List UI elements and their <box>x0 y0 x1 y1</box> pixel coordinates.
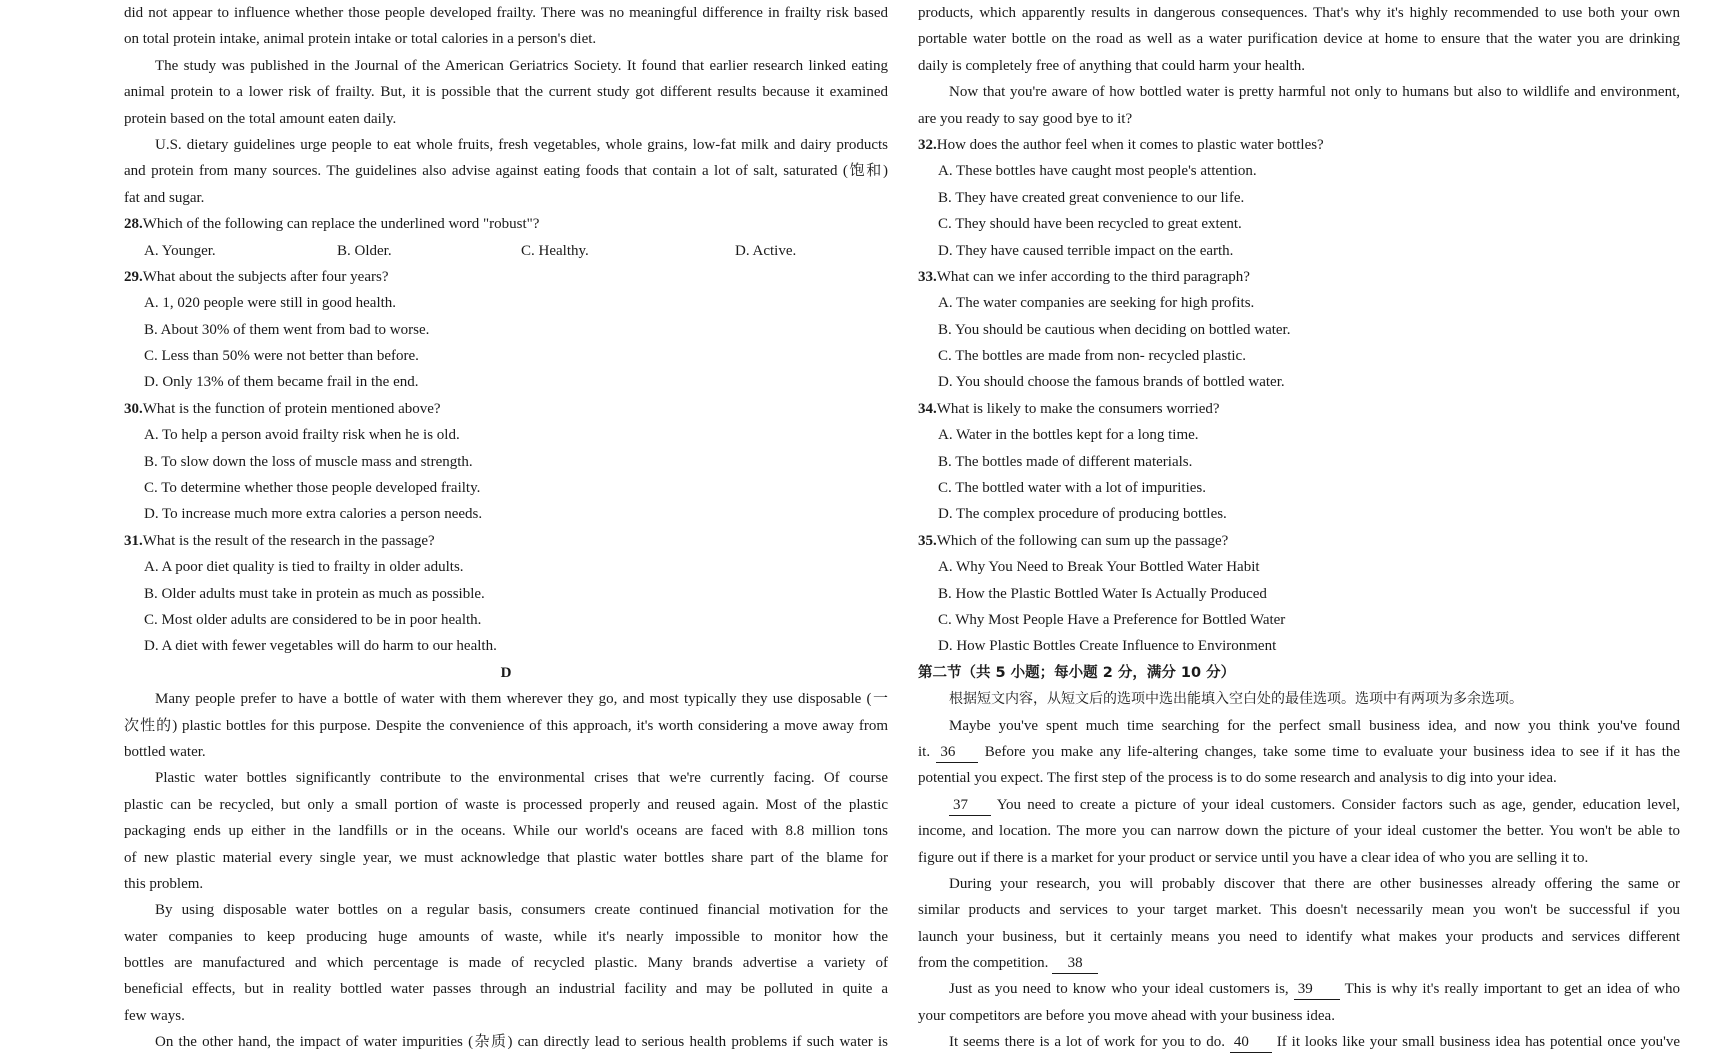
option: D. You should choose the famous brands of bottled water. <box>938 374 1285 391</box>
text-fragment: If it looks like your small business idea has potential once you've <box>1276 1034 1680 1051</box>
text-line: Many people prefer to have a bottle of water with them wherever they go, and most typically they use disposable (一 <box>155 691 888 708</box>
text-line <box>918 792 1680 818</box>
text-line: products, which apparently results in dangerous consequences. That's why it's highly recommended to use both your own <box>918 5 1680 21</box>
question-text: What about the subjects after four years? <box>142 268 389 285</box>
option: D. They have caused terrible impact on the earth. <box>938 242 1234 259</box>
question-32 <box>918 132 1680 158</box>
option: C. Less than 50% were not better than before. <box>144 348 419 365</box>
option: A. To help a person avoid frailty risk when he is old. <box>144 427 460 444</box>
text-fragment: Just as you need to know who your ideal customers is, <box>949 981 1289 998</box>
option: B. To slow down the loss of muscle mass and strength. <box>144 453 473 470</box>
question-28 <box>124 211 888 237</box>
text-line: figure out if there is a market for your product or service until you have a clear idea of who you are selling it to. <box>918 849 1589 866</box>
text-line: and protein from many sources. The guidelines also advise against eating foods that contain a lot of salt, saturated (饱和) <box>124 163 888 180</box>
option: B. About 30% of them went from bad to worse. <box>144 321 430 338</box>
option: A. These bottles have caught most people's attention. <box>938 163 1257 180</box>
text-fragment: This is why it's really important to get an idea of who <box>1344 981 1680 998</box>
text-line: portable water bottle on the road as well as a water purification device at home to ensure that the water you are drinking <box>918 31 1680 48</box>
text-line: packaging ends up either in the landfills or in the oceans. While our world's oceans are faced with 8.8 million tons <box>124 823 888 840</box>
question-30 <box>124 396 888 422</box>
question-29 <box>124 264 888 290</box>
text-line: are you ready to say good bye to it? <box>918 110 1133 127</box>
text-fragment: Before you make any life-altering changes, take some time to evaluate your business idea to see if it has the <box>984 743 1680 760</box>
text-line: Now that you're aware of how bottled water is pretty harmful not only to humans but also to wildlife and environment, <box>949 84 1680 101</box>
option: C. To determine whether those people developed frailty. <box>144 480 481 497</box>
section-2-title: 第二节（共 5 小题；每小题 2 分，满分 10 分） <box>918 664 1236 681</box>
text-line: potential you expect. The first step of the process is to do some research and analysis to dig into your idea. <box>918 770 1557 787</box>
question-number: 30. <box>124 400 143 417</box>
question-text: What is likely to make the consumers worried? <box>936 400 1220 417</box>
section-heading-d: D <box>500 664 512 681</box>
text-line: animal protein to a lower risk of frailty. But, it is possible that the current study got different results because it examined <box>124 84 888 101</box>
text-line: Maybe you've spent much time searching for the perfect small business idea, and now you think you've found <box>949 717 1680 734</box>
option: C. Most older adults are considered to be in poor health. <box>144 611 482 628</box>
blank-40: 40 <box>1230 1032 1272 1053</box>
option: A. Water in the bottles kept for a long time. <box>938 427 1199 444</box>
text-line: on total protein intake, animal protein intake or total calories in a person's diet. <box>124 31 597 48</box>
question-text: What can we infer according to the third paragraph? <box>936 268 1250 285</box>
right-column <box>918 0 1680 1056</box>
text-line: few ways. <box>124 1007 185 1024</box>
question-text: What is the function of protein mentioned above? <box>142 400 441 417</box>
option: D. A diet with fewer vegetables will do harm to our health. <box>144 638 497 655</box>
question-text: Which of the following can sum up the passage? <box>936 532 1229 549</box>
option: B. Older. <box>337 242 392 259</box>
text-line: similar products and services to your target market. This doesn't necessarily mean you won't be successful if you <box>918 902 1680 919</box>
option: B. Older adults must take in protein as much as possible. <box>144 585 485 602</box>
question-text: What is the result of the research in the passage? <box>142 532 435 549</box>
text-line: of new plastic material every single year, we must acknowledge that plastic water bottles share part of the blame for <box>124 849 888 866</box>
blank-37: 37 <box>949 795 991 816</box>
option: B. How the Plastic Bottled Water Is Actually Produced <box>938 585 1267 602</box>
option: C. Why Most People Have a Preference for Bottled Water <box>938 611 1286 628</box>
question-number: 35. <box>918 532 937 549</box>
text-line <box>918 739 1680 765</box>
question-number: 32. <box>918 136 937 153</box>
text-line: On the other hand, the impact of water impurities (杂质) can directly lead to serious health problems if such water is <box>155 1034 888 1051</box>
text-line: plastic can be recycled, but only a small portion of waste is processed properly and reused again. Most of the plastic <box>124 796 888 813</box>
question-text: Which of the following can replace the underlined word "robust"? <box>142 216 540 233</box>
option: A. Younger. <box>144 242 216 259</box>
question-number: 28. <box>124 216 143 233</box>
text-line: water companies to keep producing huge amounts of waste, while it's nearly impossible to monitor how the <box>124 928 888 945</box>
text-line: launch your business, but it certainly means you need to identify what makes your products and services different <box>918 928 1680 945</box>
option: B. You should be cautious when deciding on bottled water. <box>938 321 1291 338</box>
option: C. Healthy. <box>521 242 589 259</box>
text-fragment: from the competition. <box>918 955 1049 972</box>
option: A. The water companies are seeking for high profits. <box>938 295 1255 312</box>
text-line <box>918 950 1680 976</box>
text-line: By using disposable water bottles on a regular basis, consumers create continued financial motivation for the <box>155 902 888 919</box>
question-number: 29. <box>124 268 143 285</box>
text-line: daily is completely free of anything that could harm your health. <box>918 57 1305 74</box>
text-line: your competitors are before you move ahead with your business idea. <box>918 1007 1335 1024</box>
option: C. They should have been recycled to great extent. <box>938 216 1242 233</box>
question-number: 34. <box>918 400 937 417</box>
option: B. They have created great convenience to our life. <box>938 189 1245 206</box>
text-line <box>918 1029 1680 1055</box>
option: D. How Plastic Bottles Create Influence to Environment <box>938 638 1277 655</box>
text-line: income, and location. The more you can narrow down the picture of your ideal customer the better. You won't be able to <box>918 823 1680 840</box>
text-line: did not appear to influence whether those people developed frailty. There was no meaningful difference in frailty risk based <box>124 5 888 21</box>
option: D. The complex procedure of producing bottles. <box>938 506 1227 523</box>
text-fragment: it. <box>918 743 931 760</box>
question-35 <box>918 528 1680 554</box>
option: C. The bottled water with a lot of impurities. <box>938 480 1207 497</box>
text-line: bottled water. <box>124 743 206 760</box>
option: A. 1, 020 people were still in good health. <box>144 295 397 312</box>
text-line: During your research, you will probably discover that there are other businesses already offering the same or <box>949 875 1680 892</box>
text-line: U.S. dietary guidelines urge people to eat whole fruits, fresh vegetables, whole grains, low-fat milk and dairy products <box>155 136 888 153</box>
blank-38: 38 <box>1052 953 1098 974</box>
question-31 <box>124 528 888 554</box>
blank-39: 39 <box>1294 979 1340 1000</box>
text-line: 次性的) plastic bottles for this purpose. Despite the convenience of this approach, it's worth considering a move away from <box>124 717 888 734</box>
text-line: fat and sugar. <box>124 189 205 206</box>
option: B. The bottles made of different materials. <box>938 453 1193 470</box>
text-line: Plastic water bottles significantly contribute to the environmental crises that we're currently facing. Of course <box>155 770 888 787</box>
option: D. Active. <box>735 242 797 259</box>
question-text: How does the author feel when it comes to plastic water bottles? <box>936 136 1324 153</box>
text-line: bottles are manufactured and which percentage is made of recycled plastic. Many brands advertise a variety of <box>124 955 888 972</box>
option: D. To increase much more extra calories a person needs. <box>144 506 483 523</box>
text-line: The study was published in the Journal of the American Geriatrics Society. It found that earlier research linked eating <box>155 57 888 74</box>
left-column <box>124 0 888 1056</box>
blank-36: 36 <box>936 742 978 763</box>
option: C. The bottles are made from non- recycled plastic. <box>938 348 1246 365</box>
section-2-instructions: 根据短文内容，从短文后的选项中选出能填入空白处的最佳选项。选项中有两项为多余选项。 <box>949 691 1523 708</box>
text-fragment: You need to create a picture of your ideal customers. Consider factors such as age, gender, education level, <box>996 796 1680 813</box>
question-34 <box>918 396 1680 422</box>
text-line: beneficial effects, but in reality bottled water passes through an industrial facility and may be polluted in quite a <box>124 981 888 998</box>
text-line: this problem. <box>124 875 204 892</box>
text-fragment: It seems there is a lot of work for you to do. <box>949 1034 1225 1051</box>
text-line: protein based on the total amount eaten daily. <box>124 110 397 127</box>
question-number: 31. <box>124 532 143 549</box>
option: D. Only 13% of them became frail in the end. <box>144 374 419 391</box>
option: A. Why You Need to Break Your Bottled Water Habit <box>938 559 1260 576</box>
text-line <box>918 976 1680 1002</box>
question-number: 33. <box>918 268 937 285</box>
option-row <box>124 238 888 264</box>
option: A. A poor diet quality is tied to frailty in older adults. <box>144 559 464 576</box>
question-33 <box>918 264 1680 290</box>
